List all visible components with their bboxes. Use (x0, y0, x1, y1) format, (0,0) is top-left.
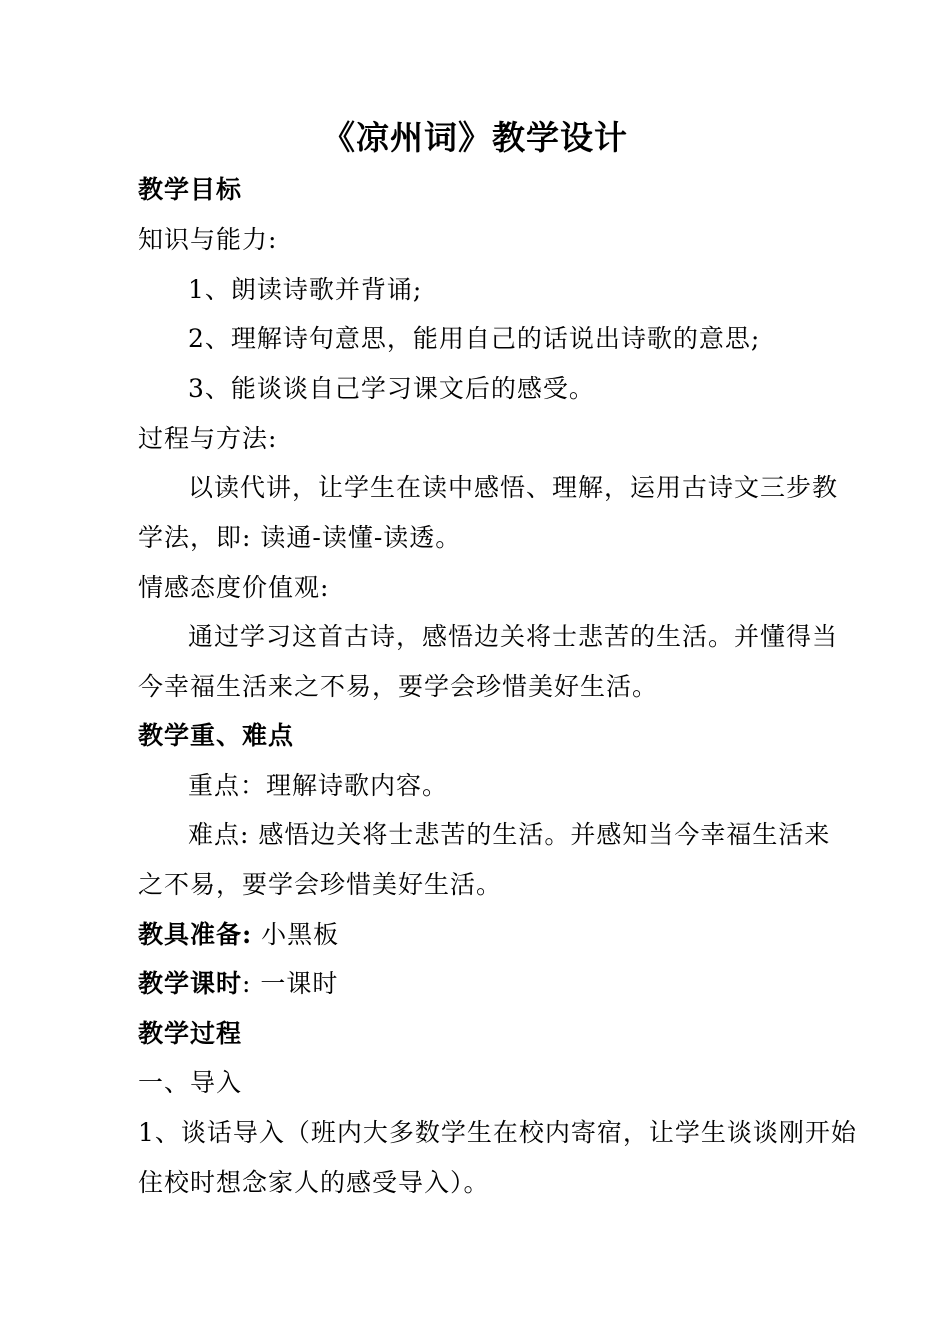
tools-label: 教具准备: (138, 920, 253, 949)
knowledge-item: 1、朗读诗歌并背诵; (188, 275, 423, 304)
process2-heading: 教学过程 (138, 1019, 243, 1048)
difficult-line: 之不易，要学会珍惜美好生活。 (138, 870, 503, 899)
hours-line (138, 969, 828, 999)
values-heading: 情感态度价值观: (138, 573, 330, 602)
values-line: 今幸福生活来之不易，要学会珍惜美好生活。 (138, 672, 659, 701)
tools-line (138, 920, 828, 950)
key-point: 重点：理解诗歌内容。 (188, 771, 449, 800)
step1-line: 1、谈话导入（班内大多数学生在校内寄宿，让学生谈谈刚开始 (138, 1118, 857, 1147)
step1-line: 住校时想念家人的感受导入）。 (138, 1168, 490, 1197)
process-heading: 过程与方法: (138, 424, 278, 453)
process-line: 以读代讲，让学生在读中感悟、理解，运用古诗文三步教 (188, 473, 839, 502)
hours-value: : 一课时 (242, 969, 339, 998)
knowledge-item: 2、理解诗句意思，能用自己的话说出诗歌的意思; (188, 324, 761, 353)
step1-heading: 一、导入 (138, 1068, 243, 1097)
knowledge-heading: 知识与能力: (138, 225, 278, 254)
goals-heading: 教学目标 (138, 175, 243, 204)
difficult-line: 难点: 感悟边关将士悲苦的生活。并感知当今幸福生活来 (188, 820, 831, 849)
tools-value: 小黑板 (252, 920, 340, 949)
knowledge-item: 3、能谈谈自己学习课文后的感受。 (188, 374, 595, 403)
process-line: 学法，即: 读通-读懂-读透。 (138, 523, 462, 552)
values-line: 通过学习这首古诗，感悟边关将士悲苦的生活。并懂得当 (188, 622, 839, 651)
document-title: 《凉州词》教学设计 (322, 118, 628, 157)
hours-label: 教学课时 (138, 969, 243, 998)
key-heading: 教学重、难点 (138, 721, 295, 750)
